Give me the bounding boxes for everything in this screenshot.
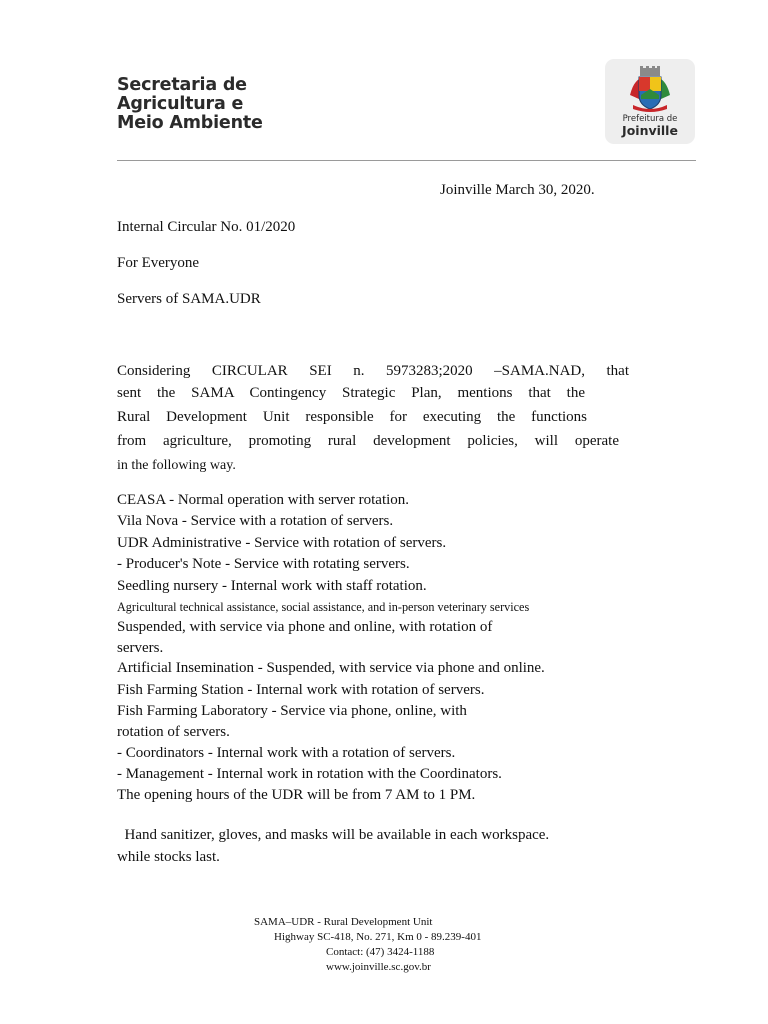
logo-caption-prefix: Prefeitura de bbox=[622, 114, 678, 124]
paragraph-line: Considering CIRCULAR SEI n. 5973283;2020 –SAMA.NAD, that bbox=[117, 363, 629, 379]
closing-line: Hand sanitizer, gloves, and masks will be available in each workspace. bbox=[117, 827, 550, 843]
brand-line: Secretaria de bbox=[117, 75, 247, 95]
list-item: - Producer's Note - Service with rotating servers. bbox=[117, 556, 410, 572]
list-item: Vila Nova - Service with a rotation of servers. bbox=[117, 513, 394, 529]
paragraph-line: in the following way. bbox=[117, 458, 236, 473]
circular-number: Internal Circular No. 01/2020 bbox=[117, 219, 296, 235]
date-line: Joinville March 30, 2020. bbox=[440, 182, 595, 198]
list-item: Artificial Insemination - Suspended, with service via phone and online. bbox=[117, 660, 545, 676]
list-item: Suspended, with service via phone and online, with rotation of bbox=[117, 619, 493, 635]
paragraph-line: from agriculture, promoting rural development policies, will operate bbox=[117, 433, 619, 449]
coat-of-arms-icon bbox=[625, 65, 675, 115]
paragraph-line: sent the SAMA Contingency Strategic Plan, mentions that the bbox=[117, 385, 585, 401]
closing-line: while stocks last. bbox=[117, 849, 220, 865]
list-item: Fish Farming Laboratory - Service via phone, online, with bbox=[117, 703, 467, 719]
list-item: Seedling nursery - Internal work with staff rotation. bbox=[117, 578, 427, 594]
list-item: Agricultural technical assistance, social assistance, and in-person veterinary services bbox=[117, 600, 530, 614]
footer-address: Highway SC-418, No. 271, Km 0 - 89.239-401 bbox=[274, 931, 482, 943]
header-divider bbox=[117, 160, 696, 161]
list-item: rotation of servers. bbox=[117, 724, 230, 740]
list-item: - Management - Internal work in rotation with the Coordinators. bbox=[117, 766, 502, 782]
recipients: Servers of SAMA.UDR bbox=[117, 291, 261, 307]
brand-line: Meio Ambiente bbox=[117, 113, 263, 133]
footer-contact: Contact: (47) 3424-1188 bbox=[326, 946, 435, 958]
list-item: The opening hours of the UDR will be from 7 AM to 1 PM. bbox=[117, 787, 476, 803]
department-name bbox=[117, 76, 263, 133]
city-logo bbox=[605, 59, 695, 144]
list-item: UDR Administrative - Service with rotation of servers. bbox=[117, 535, 447, 551]
list-item: Fish Farming Station - Internal work with rotation of servers. bbox=[117, 682, 485, 698]
list-item: CEASA - Normal operation with server rotation. bbox=[117, 492, 410, 508]
footer-website: www.joinville.sc.gov.br bbox=[326, 961, 431, 973]
paragraph-line: Rural Development Unit responsible for executing the functions bbox=[117, 409, 587, 425]
addressee: For Everyone bbox=[117, 255, 200, 271]
footer-unit: SAMA–UDR - Rural Development Unit bbox=[254, 916, 433, 928]
list-item: - Coordinators - Internal work with a rotation of servers. bbox=[117, 745, 456, 761]
list-item: servers. bbox=[117, 640, 164, 656]
brand-line: Agricultura e bbox=[117, 94, 244, 114]
logo-caption-city: Joinville bbox=[622, 123, 678, 138]
